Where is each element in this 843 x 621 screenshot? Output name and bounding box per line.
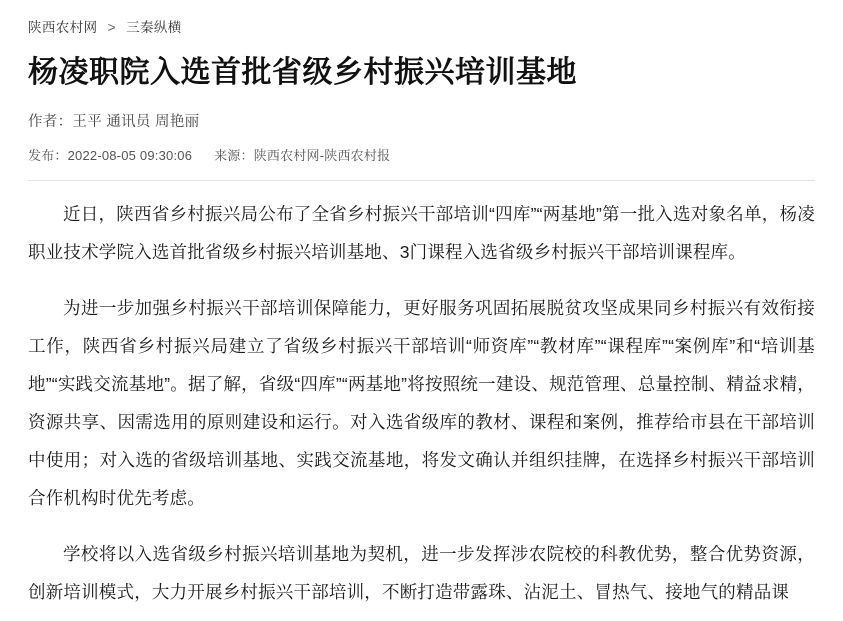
article-paragraph: 近日，陕西省乡村振兴局公布了全省乡村振兴干部培训“四库”“两基地”第一批入选对象名单，杨凌职业技术学院入选首批省级乡村振兴培训基地、3门课程入选省级乡村振兴干部培训课程库。 (28, 203, 815, 262)
article-body (28, 195, 815, 611)
source-value: 陕西农村网-陕西农村报 (253, 147, 391, 163)
article-paragraph: 学校将以入选省级乡村振兴培训基地为契机，进一步发挥涉农院校的科教优势，整合优势资源，创新培训模式，大力开展乡村振兴干部培训，不断打造带露珠、沾泥土、冒热气、接地气的精品课 (28, 543, 815, 602)
breadcrumb-item-current[interactable]: 三秦纵横 (126, 20, 182, 35)
publish-time: 2022-08-05 09:30:06 (67, 147, 193, 163)
breadcrumb-item-root[interactable]: 陕西农村网 (28, 20, 98, 35)
article-paragraph: 为进一步加强乡村振兴干部培训保障能力，更好服务巩固拓展脱贫攻坚成果同乡村振兴有效衔接工作，陕西省乡村振兴局建立了省级乡村振兴干部培训“师资库”“教材库”“课程库”“案例库”和“培训基地”“实践交流基地”。据了解，省级“四库”“两基地”将按照统一建设、规范管理、总量控制、精益求精，资源共享、因需选用的原则建设和运行。对入选省级库的教材、课程和案例，推荐给市县在干部培训中使用；对入选的省级培训基地、实践交流基地，将发文确认并组织挂牌，在选择乡村振兴干部培训合作机构时优先考虑。 (28, 297, 815, 508)
article-byline: 作者：王平 通讯员 周艳丽 (28, 113, 200, 130)
article-meta (28, 145, 815, 164)
breadcrumb (28, 0, 815, 36)
divider (28, 180, 815, 181)
publish-label: 发布： (28, 147, 68, 163)
breadcrumb-separator-icon: > (107, 20, 116, 35)
page-title: 杨凌职院入选首批省级乡村振兴培训基地 (28, 56, 577, 89)
source-label: 来源： (214, 147, 254, 163)
